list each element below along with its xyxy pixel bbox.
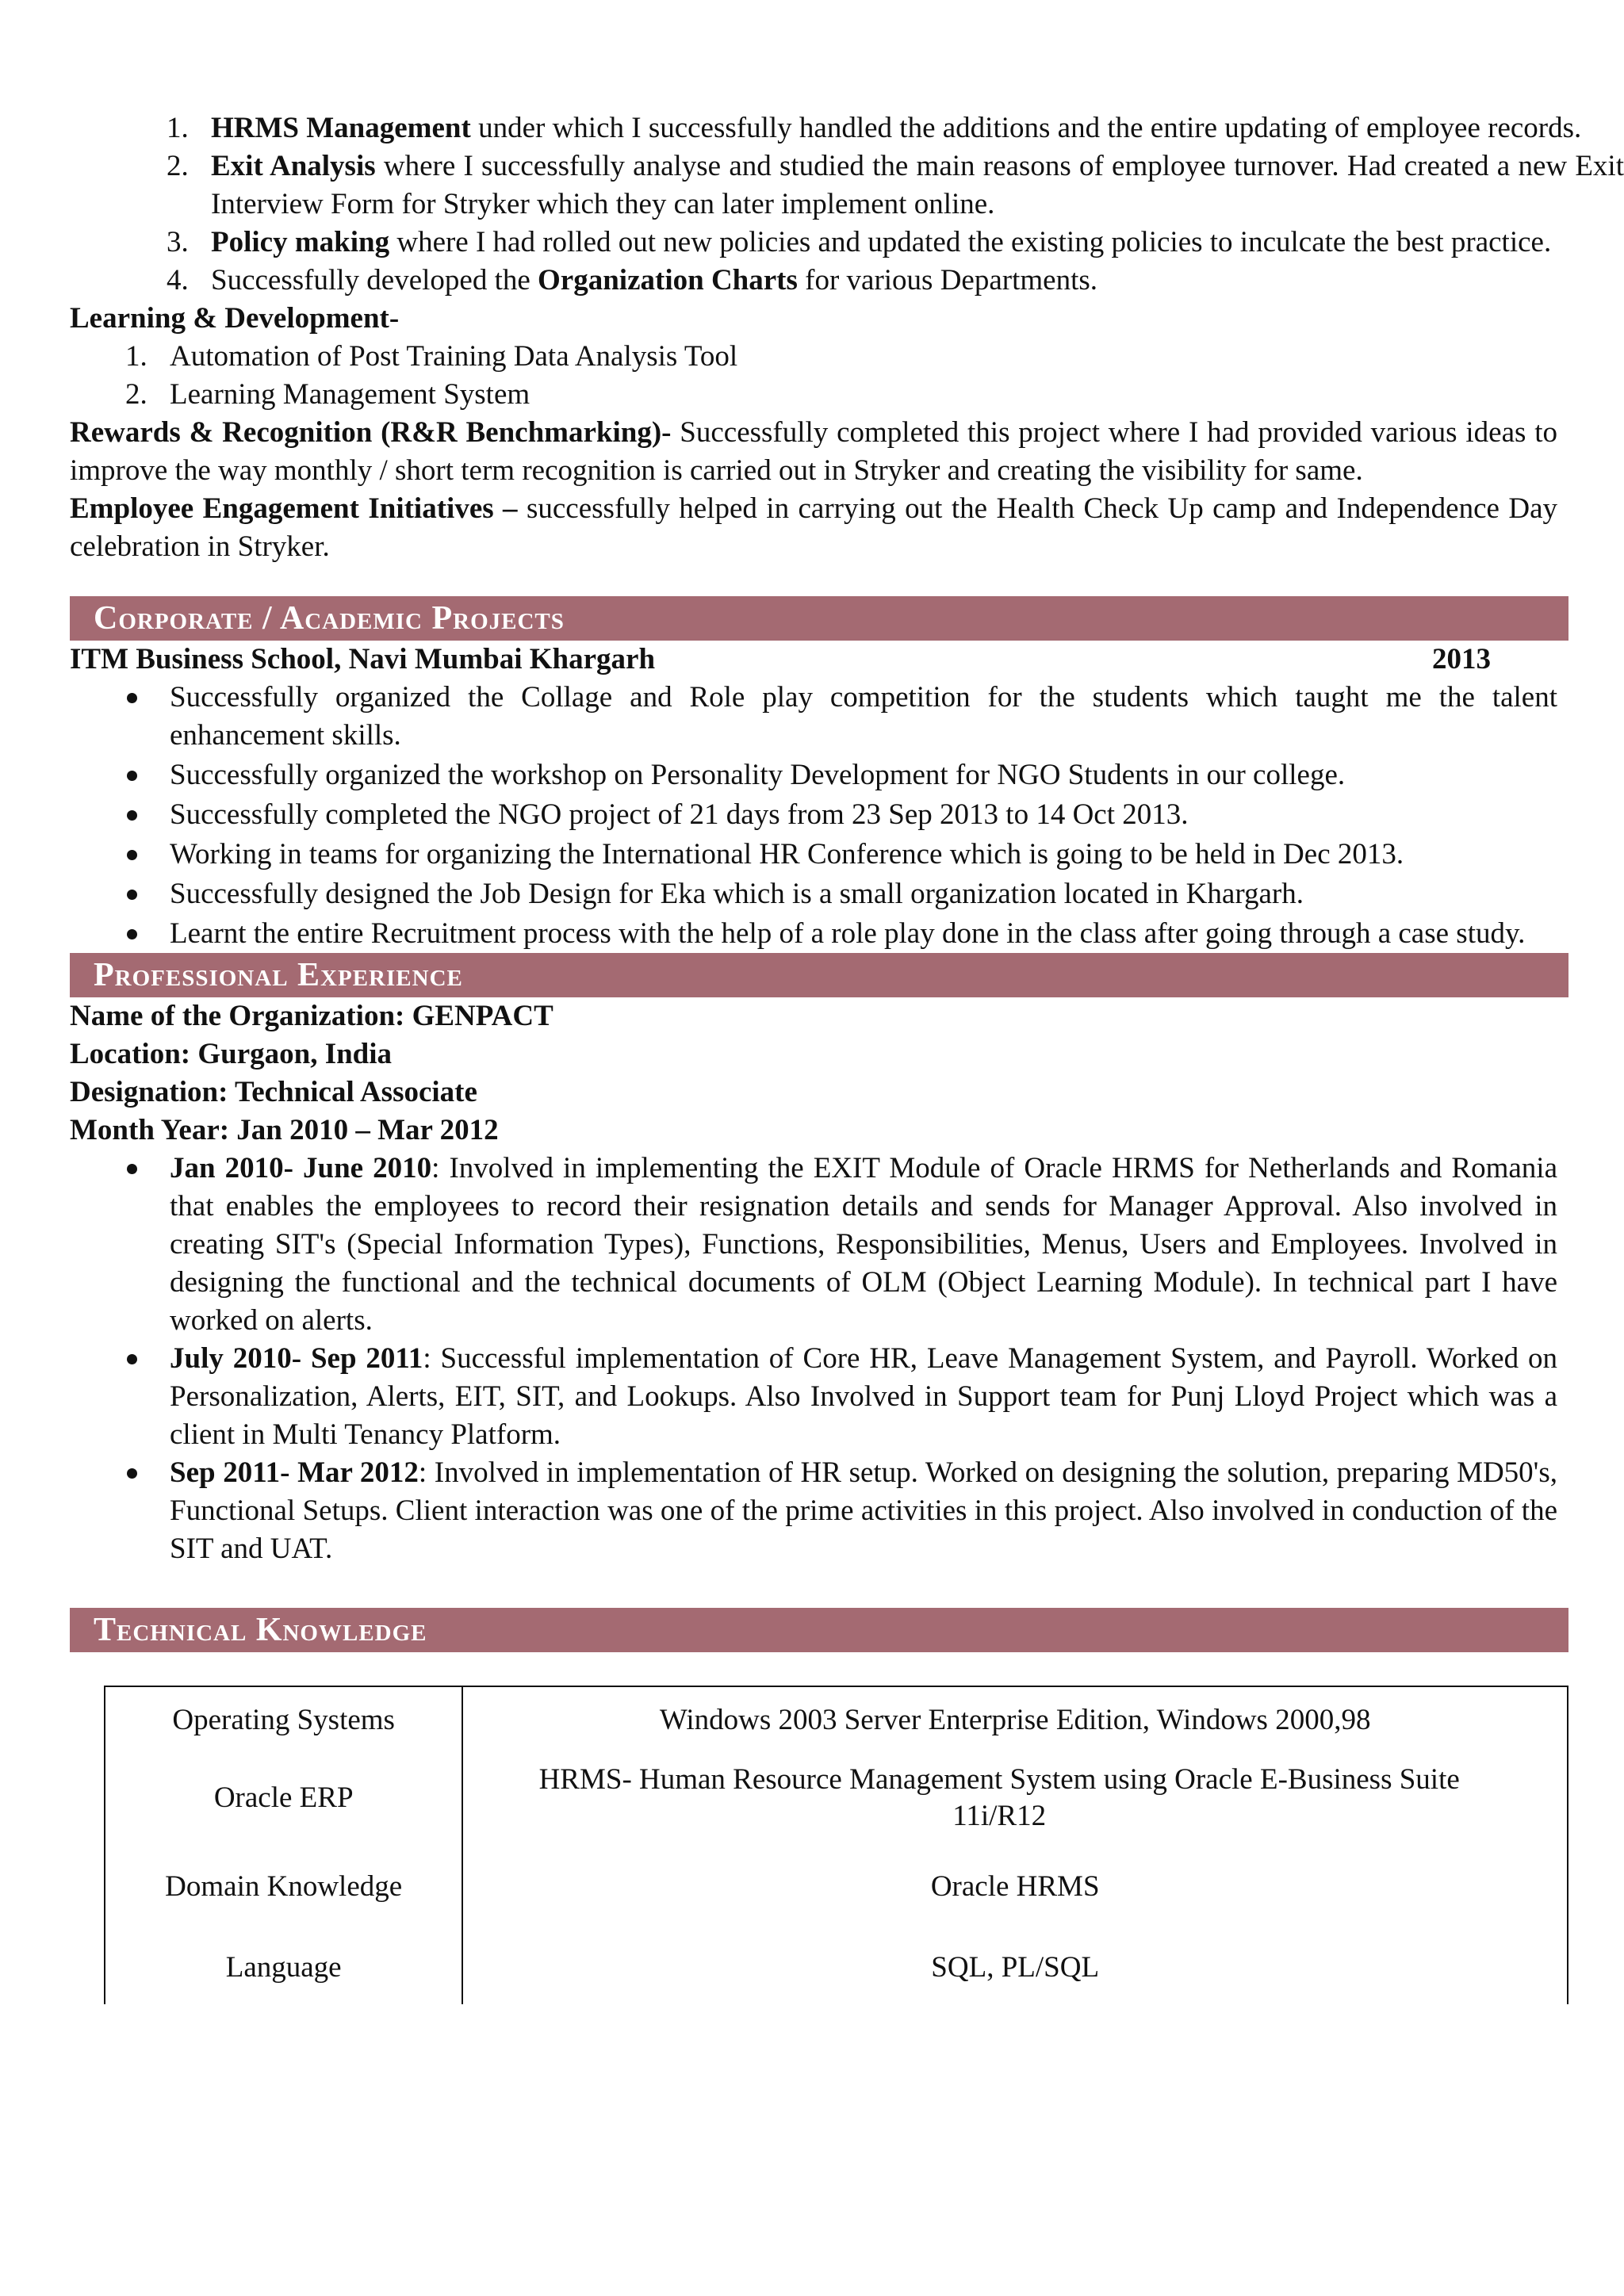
bullet-icon bbox=[127, 810, 137, 821]
organization-name: Name of the Organization: GENPACT bbox=[70, 1000, 553, 1032]
bullet-item bbox=[70, 796, 1557, 834]
bullet-text: Successfully designed the Job Design for Eka which is a small organization located in Khargarh. bbox=[170, 878, 1304, 910]
list-item bbox=[125, 376, 1568, 414]
bullet-icon bbox=[127, 850, 137, 860]
engagement-paragraph bbox=[70, 490, 1557, 566]
section-header-corporate: Corporate / Academic Projects bbox=[70, 596, 1568, 641]
bullet-text: : Involved in implementation of HR setup. Worked on designing the solution, preparing MD50's, Functional Setups. Client interaction was one of the prime activities in this project. Also involved in conduction of the SIT and UAT. bbox=[170, 1456, 1557, 1565]
table-cell-value: SQL, PL/SQL bbox=[931, 1951, 1100, 1984]
bullet-item bbox=[70, 1340, 1557, 1454]
list-item bbox=[125, 338, 1568, 376]
bullet-item bbox=[70, 1150, 1557, 1340]
list-text: Learning Management System bbox=[170, 378, 530, 411]
bullet-icon bbox=[127, 1354, 137, 1364]
bullet-item bbox=[70, 679, 1557, 755]
project-text: where I had rolled out new policies and updated the existing policies to inculcate the best practice. bbox=[389, 226, 1552, 258]
list-item bbox=[167, 109, 1624, 147]
list-item bbox=[167, 224, 1624, 262]
table-row bbox=[105, 1843, 1568, 1931]
project-text: under which I successfully handled the additions and the entire updating of employee records. bbox=[470, 112, 1582, 144]
project-text-pre: Successfully developed the bbox=[211, 264, 538, 297]
organization-location: Location: Gurgaon, India bbox=[70, 1038, 393, 1070]
list-number: 3. bbox=[167, 226, 189, 258]
table-cell-label: Language bbox=[105, 1931, 462, 2004]
bullet-icon bbox=[127, 890, 137, 900]
table-cell-value: Windows 2003 Server Enterprise Edition, Windows 2000,98 bbox=[659, 1704, 1371, 1736]
bullet-text: : Involved in implementing the EXIT Module of Oracle HRMS for Netherlands and Romania that enables the employees to record their resignation details and sends for Manager Approval. Also involved in creating SIT's (Special Information Types), Functions, Responsibilities, Menus, Users and Employees. Involved in designing the functional and the technical documents of OLM (Object Learning Module). In technical part I have worked on alerts. bbox=[170, 1152, 1557, 1337]
bullet-item bbox=[70, 1454, 1557, 1568]
list-number: 1. bbox=[125, 340, 147, 373]
bullet-text: Successfully organized the Collage and Role play competition for the students which taught me the talent enhancement skills. bbox=[170, 681, 1557, 752]
list-text: Automation of Post Training Data Analysis Tool bbox=[170, 340, 738, 373]
project-text: for various Departments. bbox=[797, 264, 1098, 297]
bullet-text: Successfully organized the workshop on Personality Development for NGO Students in our college. bbox=[170, 759, 1346, 791]
table-row bbox=[105, 1931, 1568, 2004]
period-label: July 2010- Sep 2011 bbox=[170, 1342, 423, 1375]
project-title: Policy making bbox=[211, 226, 390, 258]
job-designation: Designation: Technical Associate bbox=[70, 1076, 477, 1108]
bullet-text: : Successful implementation of Core HR, Leave Management System, and Payroll. Worked on Personalization, Alerts, EIT, SIT, and Lookups. Also Involved in Support team for Punj Lloyd Project which was a client in Multi Tenancy Platform. bbox=[170, 1342, 1557, 1451]
list-number: 1. bbox=[167, 112, 189, 144]
bullet-item bbox=[70, 756, 1557, 794]
period-label: Sep 2011- Mar 2012 bbox=[170, 1456, 419, 1489]
employment-period: Month Year: Jan 2010 – Mar 2012 bbox=[70, 1114, 499, 1146]
list-number: 2. bbox=[125, 378, 147, 411]
bullet-text: Successfully completed the NGO project of 21 days from 23 Sep 2013 to 14 Oct 2013. bbox=[170, 798, 1189, 831]
corporate-bullets bbox=[70, 679, 1568, 953]
rewards-paragraph bbox=[70, 414, 1557, 490]
bullet-icon bbox=[127, 1468, 137, 1479]
list-number: 4. bbox=[167, 264, 189, 297]
project-title: HRMS Management bbox=[211, 112, 471, 144]
table-cell-value: Oracle HRMS bbox=[930, 1870, 1100, 1903]
project-school-line bbox=[70, 641, 1491, 679]
list-number: 2. bbox=[167, 150, 189, 182]
engagement-heading: Employee Engagement Initiatives – bbox=[70, 492, 518, 525]
bullet-text: Learnt the entire Recruitment process with the help of a role play done in the class after going through a case study. bbox=[170, 917, 1526, 950]
project-year: 2013 bbox=[1432, 643, 1491, 675]
table-row bbox=[105, 1754, 1568, 1843]
table-cell-value: HRMS- Human Resource Management System using Oracle E-Business Suite 11i/R12 bbox=[538, 1763, 1460, 1832]
bullet-icon bbox=[127, 771, 137, 781]
bullet-text: Working in teams for organizing the International HR Conference which is going to be held in Dec 2013. bbox=[170, 838, 1404, 871]
bullet-item bbox=[70, 836, 1557, 874]
bullet-item bbox=[70, 875, 1557, 913]
experience-bullets bbox=[70, 1150, 1568, 1568]
table-cell-label: Domain Knowledge bbox=[105, 1843, 462, 1931]
hr-projects-list bbox=[70, 109, 1624, 300]
list-item bbox=[167, 147, 1624, 224]
learning-heading: Learning & Development- bbox=[70, 302, 400, 335]
table-cell-label: Oracle ERP bbox=[105, 1754, 462, 1843]
section-header-experience: Professional Experience bbox=[70, 953, 1568, 997]
table-cell-label: Operating Systems bbox=[105, 1686, 462, 1754]
project-title: Organization Charts bbox=[538, 264, 798, 297]
rewards-text: Successfully completed this project where I had provided various ideas to improve the way monthly / short term recognition is carried out in Stryker and creating the visibility for same. bbox=[70, 416, 1557, 487]
project-text: where I successfully analyse and studied the main reasons of employee turnover. Had created a new Exit Interview Form for Stryker which they can later implement online. bbox=[211, 150, 1624, 220]
bullet-icon bbox=[127, 693, 137, 703]
engagement-text: successfully helped in carrying out the Health Check Up camp and Independence Day celebration in Stryker. bbox=[70, 492, 1557, 563]
section-header-technical: Technical Knowledge bbox=[70, 1608, 1568, 1652]
project-title: Exit Analysis bbox=[211, 150, 376, 182]
table-row bbox=[105, 1686, 1568, 1754]
bullet-icon bbox=[127, 929, 137, 939]
bullet-item bbox=[70, 915, 1557, 953]
school-name: ITM Business School, Navi Mumbai Khargarh bbox=[70, 643, 656, 675]
list-item bbox=[167, 262, 1624, 300]
period-label: Jan 2010- June 2010 bbox=[170, 1152, 432, 1184]
rewards-heading: Rewards & Recognition (R&R Benchmarking)- bbox=[70, 416, 672, 449]
learning-list bbox=[70, 338, 1568, 414]
technical-knowledge-table bbox=[104, 1686, 1568, 2004]
bullet-icon bbox=[127, 1164, 137, 1174]
